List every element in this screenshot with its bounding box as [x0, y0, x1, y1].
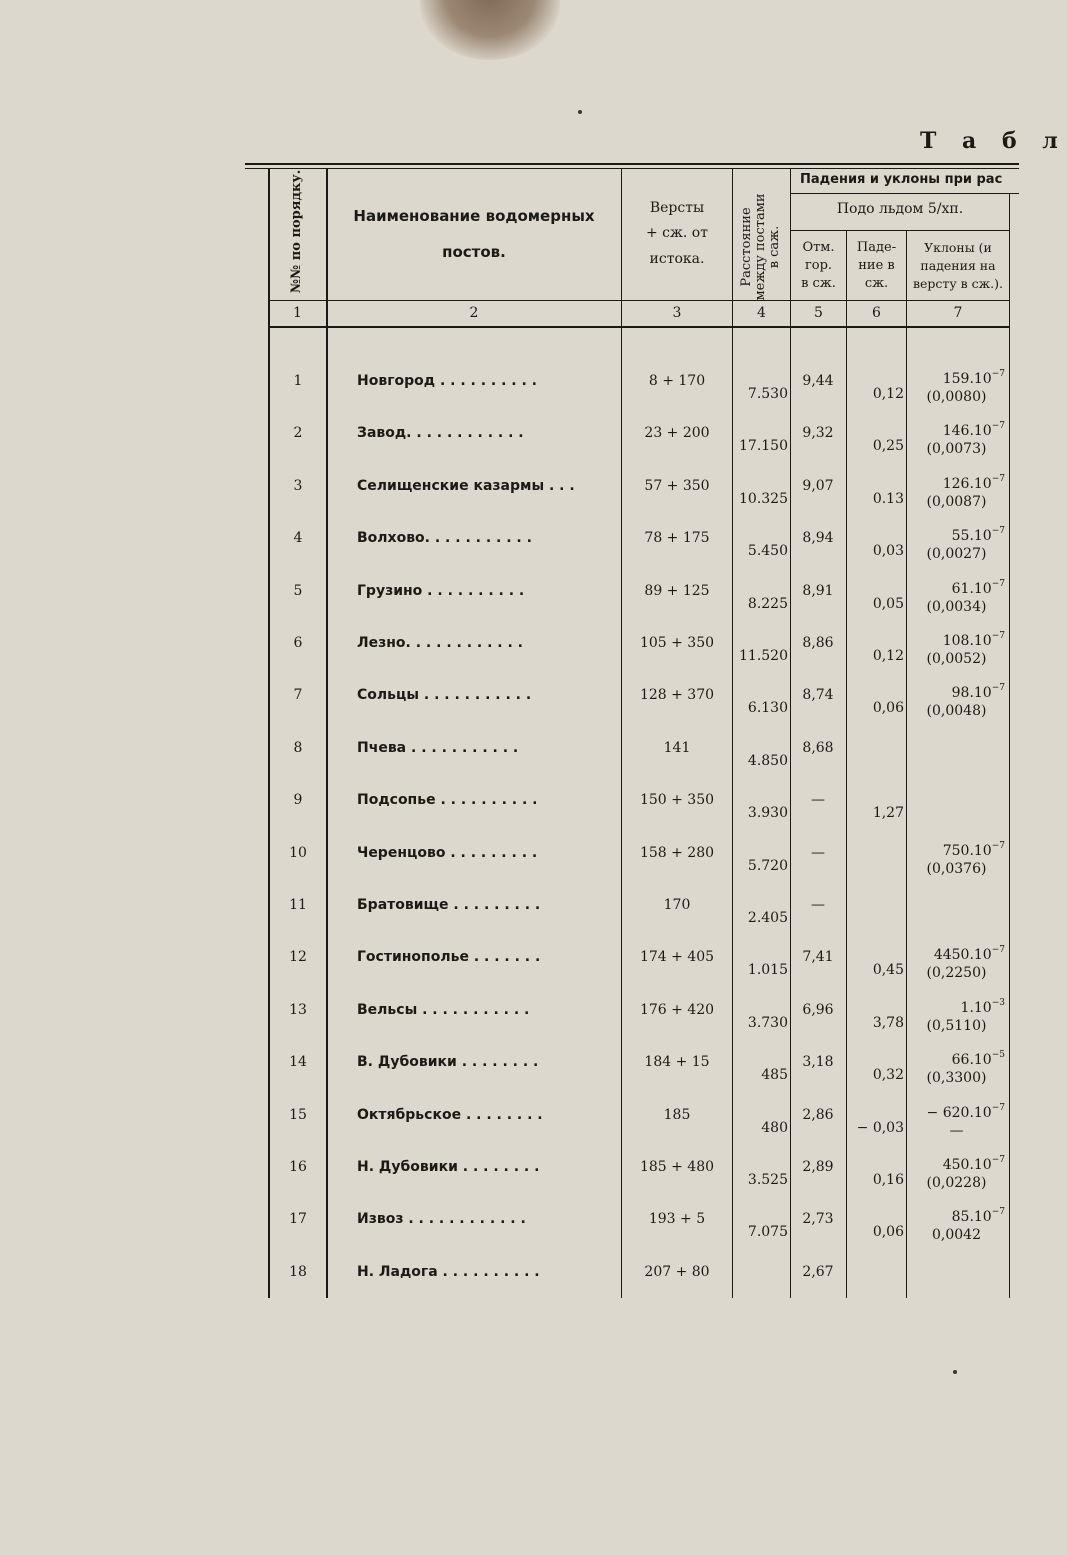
slope-value [908, 998, 1005, 1016]
column-number: 7 [953, 305, 963, 321]
station-name: Октябрьское . . . . . . . . [357, 1107, 543, 1123]
slope-exponent: −7 [991, 421, 1005, 431]
row-number: 13 [289, 1002, 307, 1018]
station-versts: 57 + 350 [644, 478, 710, 494]
row-number: 16 [289, 1159, 307, 1175]
slope-per-verst: — [949, 1123, 964, 1139]
station-versts: 105 + 350 [639, 635, 715, 651]
ink-stain [420, 0, 560, 60]
station-name: Подсопье . . . . . . . . . . [357, 792, 538, 808]
fall-value: 1,27 [872, 805, 904, 821]
fall-value: 0,32 [872, 1067, 904, 1083]
slope-per-verst: (0,0087) [926, 494, 987, 510]
distance-between-posts: 6.130 [747, 700, 788, 716]
row-number: 7 [293, 687, 303, 703]
distance-between-posts: 2.405 [747, 910, 788, 926]
header-slope-line2: падения на [920, 258, 996, 273]
slope-value [908, 1207, 1005, 1225]
water-mark: 8,68 [802, 740, 834, 756]
column-number: 1 [293, 305, 302, 321]
header-subgroup-title: Подо льдом 5/хп. [836, 201, 964, 217]
row-number: 12 [289, 949, 307, 965]
group-divider [790, 193, 1019, 194]
column-number: 5 [814, 305, 823, 321]
station-name: Гостинополье . . . . . . . [357, 949, 541, 965]
station-versts: 174 + 405 [639, 949, 715, 965]
column-number-rule [268, 326, 1009, 328]
slope-value [908, 369, 1005, 387]
header-mark-line3: в сж. [801, 276, 836, 291]
row-number: 1 [293, 373, 303, 389]
header-fall-line2: ние в [858, 258, 895, 273]
slope-per-verst: (0,0080) [926, 389, 987, 405]
slope-base: 126.10 [942, 476, 992, 492]
station-name: В. Дубовики . . . . . . . . [357, 1054, 539, 1070]
slope-exponent: −7 [991, 579, 1005, 589]
header-versts-line2: + сж. от [646, 225, 708, 241]
distance-between-posts: 7.075 [747, 1224, 788, 1240]
slope-per-verst: (0,0027) [926, 546, 987, 562]
water-mark: 2,86 [802, 1107, 834, 1123]
row-number: 3 [293, 478, 303, 494]
station-versts: 176 + 420 [639, 1002, 715, 1018]
header-distance [740, 187, 782, 307]
row-number: 6 [293, 635, 303, 651]
slope-base: 98.10 [951, 685, 992, 701]
slope-per-verst: (0,0228) [926, 1175, 987, 1191]
col-line-3 [621, 168, 622, 1298]
distance-between-posts: 4.850 [747, 753, 788, 769]
slope-exponent: −7 [991, 945, 1005, 955]
water-mark: 2,89 [802, 1159, 834, 1175]
water-mark: 8,86 [802, 635, 834, 651]
station-versts: 207 + 80 [644, 1264, 710, 1280]
header-row-number: №№ по порядку. [289, 169, 304, 293]
slope-exponent: −3 [991, 998, 1005, 1008]
distance-between-posts: 3.730 [747, 1015, 788, 1031]
fall-value: 0,05 [872, 596, 904, 612]
slope-per-verst: (0,2250) [926, 965, 987, 981]
distance-between-posts: 8.225 [747, 596, 788, 612]
station-versts: 78 + 175 [644, 530, 710, 546]
row-number: 8 [293, 740, 303, 756]
station-name: Извоз . . . . . . . . . . . . [357, 1211, 526, 1227]
station-name: Сольцы . . . . . . . . . . . [357, 687, 532, 703]
distance-between-posts: 10.325 [739, 491, 788, 507]
row-number: 9 [293, 792, 303, 808]
row-number: 14 [289, 1054, 307, 1070]
column-number: 6 [872, 305, 881, 321]
station-name: Волхово. . . . . . . . . . . [357, 530, 532, 546]
slope-base: 1.10 [960, 1000, 992, 1016]
slope-exponent: −7 [991, 369, 1005, 379]
slope-base: 4450.10 [933, 947, 992, 963]
fall-value: 0,45 [872, 962, 904, 978]
water-mark: 2,73 [802, 1211, 834, 1227]
header-slope-line3: версту в сж.). [912, 276, 1003, 291]
header-distance-line3: в саж. [767, 225, 782, 269]
fall-value: 3,78 [872, 1015, 904, 1031]
header-slope-line1: Уклоны (и [924, 240, 992, 255]
header-distance-line1: Расстояние [739, 207, 754, 287]
fall-value: 0,03 [872, 543, 904, 559]
station-versts: 184 + 15 [644, 1054, 710, 1070]
slope-base: 159.10 [942, 371, 992, 387]
row-number: 15 [289, 1107, 307, 1123]
slope-per-verst: (0,3300) [926, 1070, 987, 1086]
header-mark [791, 239, 846, 293]
water-mark: 8,94 [802, 530, 834, 546]
water-mark: 8,91 [802, 583, 834, 599]
slope-value [908, 1103, 1005, 1121]
header-bottom-rule [268, 300, 1009, 301]
fall-value: 0,06 [872, 700, 904, 716]
col-line-1 [268, 168, 270, 1298]
slope-exponent: −7 [991, 683, 1005, 693]
water-mark: 9,44 [802, 373, 834, 389]
slope-value [908, 526, 1005, 544]
row-number: 10 [289, 845, 307, 861]
column-number: 2 [469, 305, 479, 321]
fall-value: 0,16 [872, 1172, 904, 1188]
water-mark: 7,41 [802, 949, 834, 965]
distance-between-posts: 17.150 [739, 438, 788, 454]
column-number: 4 [757, 305, 766, 321]
column-number: 3 [672, 305, 682, 321]
water-mark: 9,07 [802, 478, 834, 494]
distance-between-posts: 3.930 [747, 805, 788, 821]
slope-value [908, 945, 1005, 963]
row-number: 11 [289, 897, 307, 913]
distance-between-posts: 5.720 [747, 858, 788, 874]
subgroup-divider [790, 230, 1009, 231]
distance-between-posts: 1.015 [747, 962, 788, 978]
col-line-4 [732, 168, 733, 1298]
header-mark-line2: гор. [804, 258, 833, 273]
row-number: 4 [293, 530, 303, 546]
table-title: Т а б л [920, 128, 1067, 154]
slope-base: 146.10 [942, 423, 992, 439]
slope-exponent: −7 [991, 1103, 1005, 1113]
slope-base: − 620.10 [926, 1105, 992, 1121]
header-fall-line3: сж. [864, 276, 889, 291]
slope-per-verst: (0,0376) [926, 861, 987, 877]
distance-between-posts: 7.530 [747, 386, 788, 402]
station-name: Вельсы . . . . . . . . . . . [357, 1002, 530, 1018]
slope-base: 108.10 [942, 633, 992, 649]
station-name: Новгород . . . . . . . . . . [357, 373, 537, 389]
station-versts: 23 + 200 [644, 425, 710, 441]
station-versts: 150 + 350 [639, 792, 715, 808]
slope-value [908, 421, 1005, 439]
station-versts: 185 [663, 1107, 691, 1123]
station-name: Братовище . . . . . . . . . [357, 897, 541, 913]
distance-between-posts: 3.525 [747, 1172, 788, 1188]
slope-per-verst: (0,0048) [926, 703, 987, 719]
slope-value [908, 1155, 1005, 1173]
station-name: Лезно. . . . . . . . . . . . [357, 635, 523, 651]
col-line-7 [906, 230, 907, 1298]
station-versts: 128 + 370 [639, 687, 715, 703]
station-versts: 141 [663, 740, 691, 756]
header-versts-line1: Версты [649, 200, 705, 216]
station-versts: 185 + 480 [639, 1159, 715, 1175]
slope-exponent: −5 [991, 1050, 1005, 1060]
slope-value [908, 841, 1005, 859]
header-name-line2: постов. [442, 243, 506, 261]
water-mark: — [811, 792, 825, 808]
slope-base: 750.10 [942, 843, 992, 859]
header-distance-line2: между постами [753, 193, 768, 301]
slope-per-verst: (0,0034) [926, 599, 987, 615]
slope-value [908, 1050, 1005, 1068]
row-number: 18 [289, 1264, 307, 1280]
water-mark: 6,96 [802, 1002, 834, 1018]
header-group-title: Падения и уклоны при рас [800, 172, 1003, 187]
slope-exponent: −7 [991, 841, 1005, 851]
slope-base: 450.10 [942, 1157, 992, 1173]
fall-value: − 0,03 [856, 1120, 904, 1136]
station-versts: 89 + 125 [644, 583, 710, 599]
table-top-rule [245, 163, 1019, 165]
slope-base: 61.10 [951, 581, 992, 597]
distance-between-posts: 480 [761, 1120, 788, 1136]
slope-base: 66.10 [951, 1052, 992, 1068]
header-fall [847, 239, 906, 293]
slope-per-verst: (0,0073) [926, 441, 987, 457]
slope-exponent: −7 [991, 526, 1005, 536]
row-number: 17 [289, 1211, 307, 1227]
header-name-line1: Наименование водомерных [353, 207, 595, 225]
slope-per-verst: (0,5110) [926, 1018, 987, 1034]
water-mark: 3,18 [802, 1054, 834, 1070]
header-versts-line3: истока. [649, 251, 705, 267]
station-versts: 158 + 280 [639, 845, 715, 861]
slope-base: 55.10 [951, 528, 992, 544]
slope-per-verst: 0,0042 [932, 1227, 981, 1243]
slope-exponent: −7 [991, 1207, 1005, 1217]
header-slope [907, 239, 1009, 293]
slope-value [908, 683, 1005, 701]
station-versts: 170 [663, 897, 691, 913]
col-line-2 [326, 168, 328, 1298]
water-mark: — [811, 897, 825, 913]
fall-value: 0.13 [872, 491, 904, 507]
speck [578, 110, 582, 114]
station-versts: 193 + 5 [648, 1211, 706, 1227]
slope-value [908, 474, 1005, 492]
station-name: Н. Дубовики . . . . . . . . [357, 1159, 540, 1175]
slope-exponent: −7 [991, 474, 1005, 484]
fall-value: 0,12 [872, 648, 904, 664]
distance-between-posts: 11.520 [739, 648, 788, 664]
fall-value: 0,06 [872, 1224, 904, 1240]
fall-value: 0,12 [872, 386, 904, 402]
water-mark: 2,67 [802, 1264, 834, 1280]
row-number: 5 [293, 583, 303, 599]
station-versts: 8 + 170 [648, 373, 706, 389]
station-name: Селищенские казармы . . . [357, 478, 575, 494]
station-name: Н. Ладога . . . . . . . . . . [357, 1264, 540, 1280]
row-number: 2 [293, 425, 303, 441]
station-name: Пчева . . . . . . . . . . . [357, 740, 519, 756]
station-name: Грузино . . . . . . . . . . [357, 583, 525, 599]
fall-value: 0,25 [872, 438, 904, 454]
col-line-8 [1009, 193, 1010, 1298]
header-mark-line1: Отм. [802, 240, 835, 255]
station-name: Завод. . . . . . . . . . . . [357, 425, 524, 441]
distance-between-posts: 5.450 [747, 543, 788, 559]
slope-exponent: −7 [991, 1155, 1005, 1165]
col-line-6 [846, 230, 847, 1298]
speck [953, 1370, 957, 1374]
slope-value [908, 579, 1005, 597]
water-mark: — [811, 845, 825, 861]
header-fall-line1: Паде- [856, 240, 897, 255]
water-mark: 8,74 [802, 687, 834, 703]
slope-base: 85.10 [951, 1209, 992, 1225]
water-mark: 9,32 [802, 425, 834, 441]
slope-value [908, 631, 1005, 649]
table-top-rule-2 [245, 168, 1019, 169]
slope-exponent: −7 [991, 631, 1005, 641]
distance-between-posts: 485 [761, 1067, 788, 1083]
station-name: Черенцово . . . . . . . . . [357, 845, 538, 861]
col-line-5 [790, 168, 791, 1298]
slope-per-verst: (0,0052) [926, 651, 987, 667]
